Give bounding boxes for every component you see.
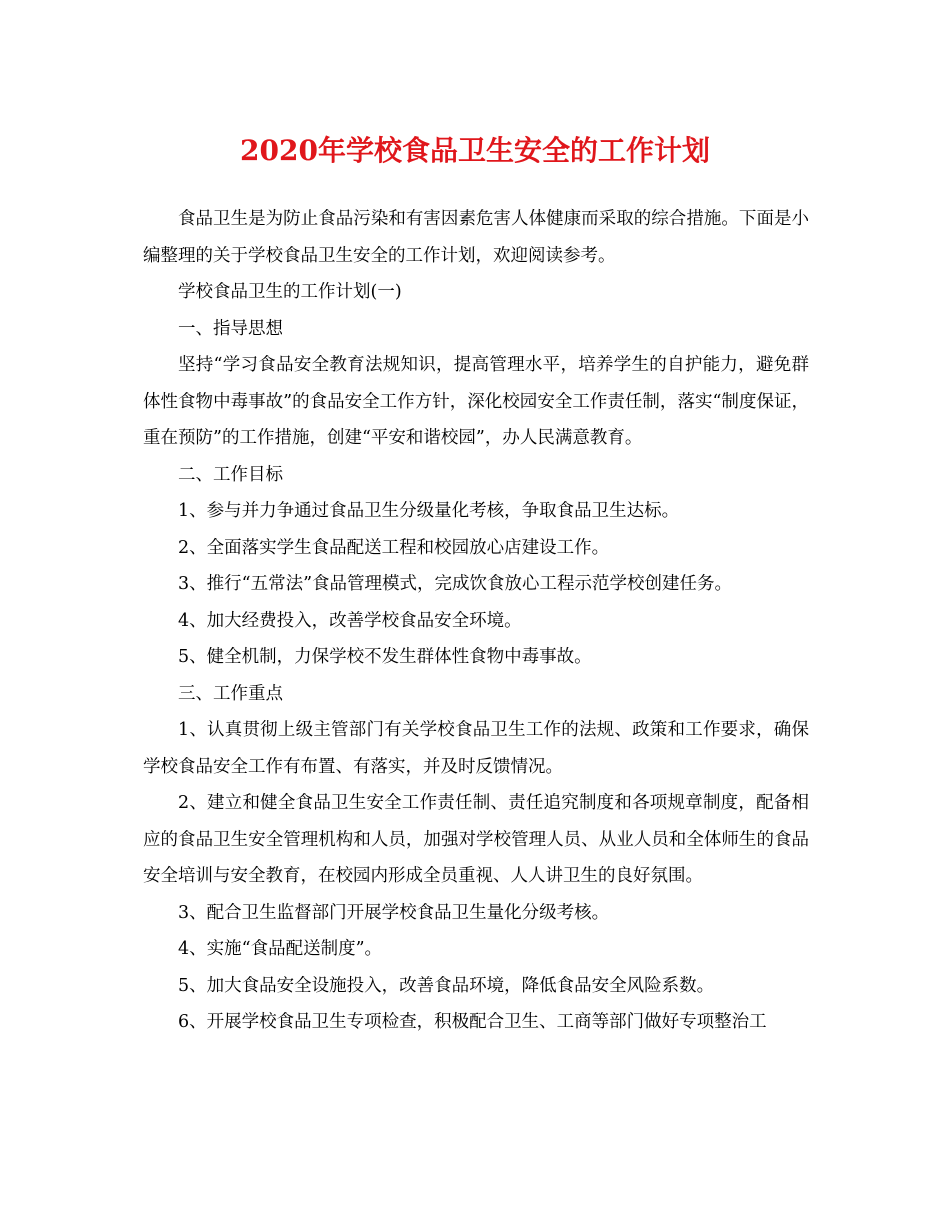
list-item-key-5: 5、加大食品安全设施投入，改善食品环境，降低食品安全风险系数。 [178,975,715,996]
document-body [143,201,809,1041]
section-heading-work-goals: 二、工作目标 [178,464,283,485]
list-item-goal-1: 1、参与并力争通过食品卫生分级量化考核，争取食品卫生达标。 [178,501,680,521]
list-item-key-4: 4、实施“食品配送制度”。 [178,939,383,959]
list-item-goal-5: 5、健全机制，力保学校不发生群体性食物中毒事故。 [178,647,592,667]
paragraph-intro: 食品卫生是为防止食品污染和有害因素危害人体健康而采取的综合措施。下面是小编整理的关于学校食品卫生安全的工作计划，欢迎阅读参考。 [143,209,809,266]
section-heading-guiding-ideology: 一、指导思想 [178,318,283,339]
list-item-key-6: 6、开展学校食品卫生专项检查，积极配合卫生、工商等部门做好专项整治工 [178,1012,767,1032]
list-item-goal-4: 4、加大经费投入，改善学校食品安全环境。 [178,610,522,631]
list-item-key-2: 2、建立和健全食品卫生安全工作责任制、责任追究制度和各项规章制度，配备相应的食品卫生安全管理机构和人员，加强对学校管理人员、从业人员和全体师生的食品安全培训与安全教育，在校园内形成全员重视、人人讲卫生的良好氛围。 [143,793,809,886]
section-heading-plan-one: 学校食品卫生的工作计划(一) [178,282,402,302]
section-heading-key-work: 三、工作重点 [178,683,283,704]
paragraph-guiding-ideology: 坚持“学习食品安全教育法规知识，提高管理水平，培养学生的自护能力，避免群体性食物中毒事故”的食品安全工作方针，深化校园安全工作责任制，落实“制度保证，重在预防”的工作措施，创建“平安和谐校园”，办人民满意教育。 [143,355,809,448]
document-title: 2020年学校食品卫生安全的工作计划 [240,134,710,167]
list-item-goal-2: 2、全面落实学生食品配送工程和校园放心店建设工作。 [178,537,610,558]
list-item-key-1: 1、认真贯彻上级主管部门有关学校食品卫生工作的法规、政策和工作要求，确保学校食品安全工作有布置、有落实，并及时反馈情况。 [143,720,809,777]
list-item-key-3: 3、配合卫生监督部门开展学校食品卫生量化分级考核。 [178,902,610,923]
list-item-goal-3: 3、推行“五常法”食品管理模式，完成饮食放心工程示范学校创建任务。 [178,574,733,594]
